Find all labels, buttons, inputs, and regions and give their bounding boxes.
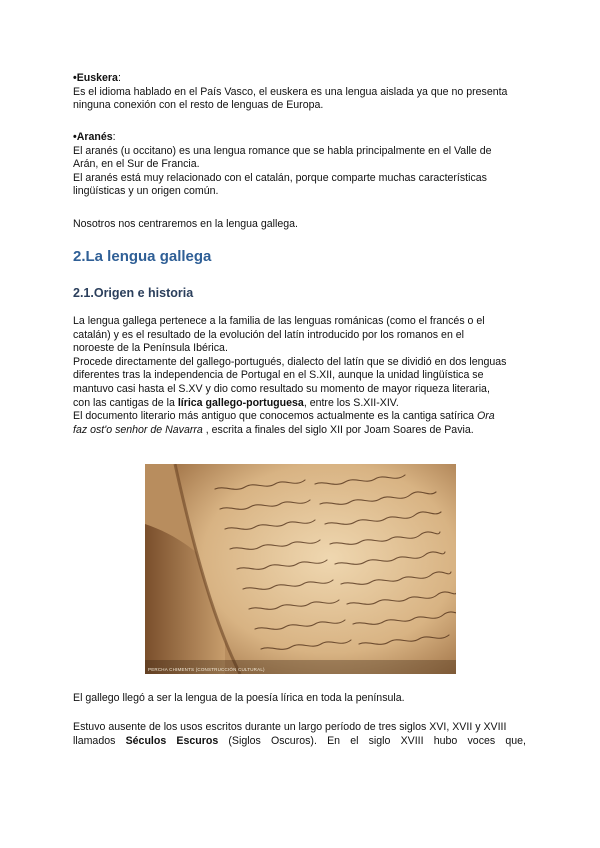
origen-line-8 <box>73 410 526 424</box>
ausente-line-2-end: (Siglos Oscuros). En el siglo XVIII hubo voces que, <box>218 734 526 747</box>
ausente-line-2 <box>73 735 526 749</box>
aranes-colon: : <box>112 131 116 143</box>
euskera-heading-line <box>73 72 526 86</box>
origen-line-2: catalán) y es el resultado de la evolución del latín introducido por los romanos en el <box>73 328 465 341</box>
aranes-section <box>73 131 526 199</box>
manuscript-photo <box>145 464 456 674</box>
origen-line-8-text: El documento literario más antiguo que conocemos actualmente es la cantiga satírica <box>73 410 477 423</box>
photo-caption: PERCHA CHIMENTS (CONSTRUCCIÓN CULTURAL) <box>148 667 265 672</box>
origen-line-7 <box>73 397 526 411</box>
origen-paragraph <box>73 315 526 437</box>
origen-line-1: La lengua gallega pertenece a la familia de las lenguas románicas (como el francés o el <box>73 315 485 327</box>
aranes-heading-line <box>73 131 526 145</box>
section-heading-lengua-gallega: 2.La lengua gallega <box>73 248 212 265</box>
ausente-line-2-text: llamados <box>73 734 126 747</box>
euskera-colon: : <box>117 72 121 84</box>
aranes-line-3: El aranés está muy relacionado con el catalán, porque comparte muchas características <box>73 171 487 184</box>
cantiga-title-start: Ora <box>476 410 495 423</box>
origen-line-5: diferentes tras la independencia de Portugal en el S.XII, aunque la unidad lingüística se <box>73 369 484 382</box>
lirica-bold-term: lírica gallego-portuguesa <box>177 396 304 409</box>
ausente-line-1: Estuvo ausente de los usos escritos durante un largo período de tres siglos XVI, XVII y XVIII <box>73 721 507 733</box>
manuscript-illustration <box>145 464 456 674</box>
euskera-section <box>73 72 526 113</box>
origen-line-6: mantuvo casi hasta el S.XV y dio como resultado su momento de mayor riqueza literaria, <box>73 382 490 395</box>
aranes-line-4: lingüísticas y un origen común. <box>73 185 219 198</box>
euskera-line-1: Es el idioma hablado en el País Vasco, el euskera es una lengua aislada ya que no presenta <box>73 85 508 98</box>
aranes-title: •Aranés <box>73 131 113 143</box>
aranes-line-1: El aranés (u occitano) es una lengua romance que se habla principalmente en el Valle de <box>73 144 492 157</box>
origen-line-9 <box>73 424 526 438</box>
seculos-escuros-term: Séculos Escuros <box>125 734 219 747</box>
origen-line-9-text: , escrita a finales del siglo XII por Joam Soares de Pavia. <box>202 423 474 436</box>
origen-line-3: noroeste de la Península Ibérica. <box>73 342 228 355</box>
aranes-line-2: Arán, en el Sur de Francia. <box>73 158 200 171</box>
gallego-poesia-paragraph: El gallego llegó a ser la lengua de la poesía lírica en toda la península. <box>73 692 405 704</box>
origen-line-4: Procede directamente del gallego-portugués, dialecto del latín que se dividió en dos lenguas <box>73 355 507 368</box>
origen-line-7-end: , entre los S.XII-XIV. <box>303 396 399 409</box>
nosotros-paragraph: Nosotros nos centraremos en la lengua gallega. <box>73 218 298 230</box>
ausente-paragraph <box>73 721 526 748</box>
euskera-title: •Euskera <box>73 72 118 84</box>
cantiga-title-end: faz ost'o senhor de Navarra <box>73 423 203 436</box>
subsection-heading-origen: 2.1.Origen e historia <box>73 286 194 300</box>
euskera-line-2: ninguna conexión con el resto de lenguas de Europa. <box>73 99 324 112</box>
origen-line-7-text: con las cantigas de la <box>73 396 178 409</box>
